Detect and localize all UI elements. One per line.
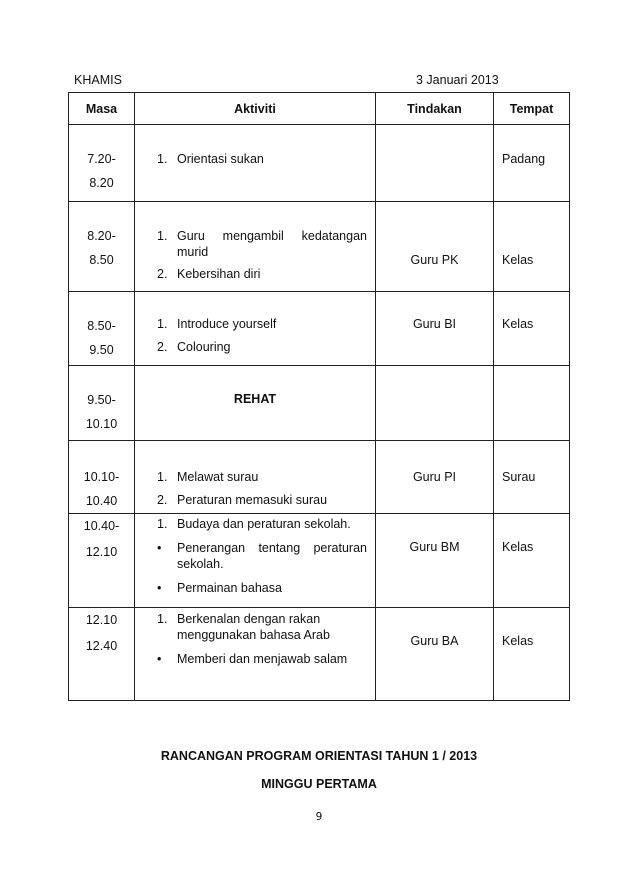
list-item: 1. Melawat surau — [157, 470, 259, 484]
place-cell: Kelas — [494, 202, 570, 292]
list-item: 2. Colouring — [157, 340, 231, 354]
time-start: 10.10- — [83, 470, 120, 484]
time-start: 7.20- — [87, 152, 116, 166]
document-subtitle: MINGGU PERTAMA — [261, 777, 377, 791]
column-header-aktiviti: Aktiviti — [135, 93, 376, 125]
table-row — [69, 366, 570, 441]
time-cell — [69, 202, 135, 292]
action-cell: Guru BI — [376, 292, 494, 366]
list-item: 1. Budaya dan peraturan sekolah. — [157, 517, 351, 531]
time-end: 12.40 — [85, 639, 118, 653]
time-end: 9.50 — [89, 343, 114, 357]
activity-cell — [135, 292, 376, 366]
action-cell: Guru BA — [376, 608, 494, 701]
schedule-table — [68, 92, 570, 701]
time-end: 12.10 — [85, 545, 118, 559]
time-cell — [69, 366, 135, 441]
action-cell: Guru BM — [376, 514, 494, 608]
column-header-tindakan: Tindakan — [376, 93, 494, 125]
place-cell: Surau — [494, 441, 570, 514]
action-cell: Guru PI — [376, 441, 494, 514]
break-label: REHAT — [233, 392, 277, 406]
action-cell: Guru PK — [376, 202, 494, 292]
place-cell: Padang — [494, 125, 570, 202]
time-end: 8.20 — [89, 176, 114, 190]
day-label: KHAMIS — [74, 73, 122, 87]
date-label: 3 Januari 2013 — [416, 73, 499, 87]
document-title: RANCANGAN PROGRAM ORIENTASI TAHUN 1 / 2013 — [160, 749, 478, 763]
table-row — [69, 608, 570, 701]
time-cell — [69, 125, 135, 202]
action-cell — [376, 125, 494, 202]
table-row — [69, 202, 570, 292]
place-cell — [494, 366, 570, 441]
table-row — [69, 441, 570, 514]
time-cell — [69, 441, 135, 514]
time-cell — [69, 514, 135, 608]
table-row — [69, 125, 570, 202]
activity-cell — [135, 366, 376, 441]
column-header-masa: Masa — [69, 93, 135, 125]
place-cell: Kelas — [494, 608, 570, 701]
place-cell: Kelas — [494, 514, 570, 608]
page-number: 9 — [315, 811, 323, 823]
list-item: 2. Peraturan memasuki surau — [157, 493, 328, 507]
activity-cell — [135, 125, 376, 202]
table-row — [69, 292, 570, 366]
list-item: • Penerangan tentang peraturan sekolah. — [157, 541, 367, 571]
list-item: 1. Guru mengambil kedatangan murid — [157, 229, 367, 259]
list-item: 2. Kebersihan diri — [157, 267, 261, 281]
time-cell — [69, 292, 135, 366]
time-cell — [69, 608, 135, 701]
activity-cell — [135, 441, 376, 514]
list-item: 1. Orientasi sukan — [157, 152, 264, 166]
column-header-tempat: Tempat — [494, 93, 570, 125]
action-cell — [376, 366, 494, 441]
list-item: • Permainan bahasa — [157, 581, 282, 595]
time-start: 10.40- — [83, 519, 120, 533]
time-start: 9.50- — [87, 393, 116, 407]
activity-cell — [135, 514, 376, 608]
time-end: 10.10 — [85, 417, 118, 431]
time-end: 10.40 — [85, 494, 118, 508]
list-item: 1. Berkenalan dengan rakan menggunakan bahasa Arab — [157, 612, 330, 642]
time-start: 12.10 — [85, 613, 118, 627]
table-row — [69, 514, 570, 608]
list-item: • Memberi dan menjawab salam — [157, 652, 348, 666]
table-header-row — [69, 93, 570, 125]
list-item: 1. Introduce yourself — [157, 317, 277, 331]
time-end: 8.50 — [89, 253, 114, 267]
activity-cell — [135, 608, 376, 701]
time-start: 8.20- — [87, 229, 116, 243]
activity-cell — [135, 202, 376, 292]
place-cell: Kelas — [494, 292, 570, 366]
time-start: 8.50- — [87, 319, 116, 333]
